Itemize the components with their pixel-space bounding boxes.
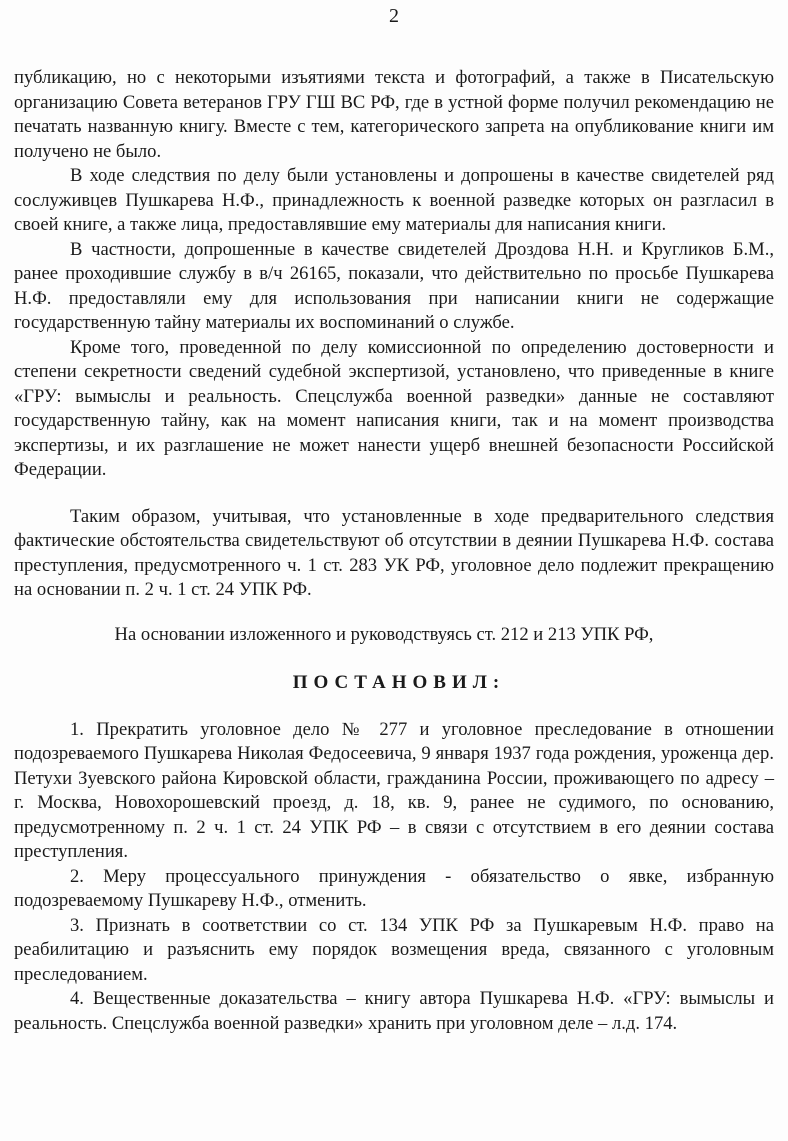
page-number: 2: [389, 5, 399, 27]
decree-item-rehabilitation: 3. Признать в соответствии со ст. 134 УПК РФ за Пушкаревым Н.Ф. право на реабилитацию и разъяснить ему порядок возмещения вреда, связанного с уголовным преследованием.: [14, 914, 774, 985]
decree-item-terminate-case: 1. Прекратить уголовное дело № 277 и уголовное преследование в отношении подозреваемого Пушкарева Николая Федосеевича, 9 января 1937 года рождения, уроженца дер. Петухи Зуевского района Кировской области, гражданина России, проживающего по адресу – г. Москва, Новохорошевский проезд, д. 18, кв. 9, ранее не судимого, по основанию, предусмотренному п. 2 ч. 1 ст. 24 УПК РФ – в связи с отсутствием в его деянии состава преступления.: [14, 718, 774, 862]
paragraph-conclusion: Таким образом, учитывая, что установленные в ходе предварительного следствия фактические обстоятельства свидетельствуют об отсутствии в деянии Пушкарева Н.Ф. состава преступления, предусмотренного ч. 1 ст. 283 УК РФ, уголовное дело подлежит прекращению на основании п. 2 ч. 1 ст. 24 УПК РФ.: [14, 505, 774, 600]
basis-line: На основании изложенного и руководствуясь ст. 212 и 213 УПК РФ,: [114, 623, 654, 645]
decree-heading: ПОСТАНОВИЛ:: [292, 672, 506, 693]
paragraph-continuation: публикацию, но с некоторыми изъятиями текста и фотографий, а также в Писательскую организацию Совета ветеранов ГРУ ГШ ВС РФ, где в устной форме получил рекомендацию не печатать названную книгу. Вместе с тем, категорического запрета на опубликование книги им получено не было.: [14, 67, 774, 162]
document-body: [14, 66, 774, 1036]
decree-items: [14, 718, 774, 1037]
decree-item-evidence: 4. Вещественные доказательства – книгу автора Пушкарева Н.Ф. «ГРУ: вымыслы и реальность. Спецслужба военной разведки» хранить при уголовном деле – л.д. 174.: [14, 988, 774, 1034]
decree-item-cancel-measure: 2. Меру процессуального принуждения - обязательство о явке, избранную подозреваемому Пушкареву Н.Ф., отменить.: [14, 865, 774, 911]
paragraph-expertise: Кроме того, проведенной по делу комиссионной по определению достоверности и степени секретности сведений судебной экспертизой, установлено, что приведенные в книге «ГРУ: вымыслы и реальность. Спецслужба военной разведки» данные не составляют государственную тайну, как на момент написания книги, так и на момент производства экспертизы, и их разглашение не может нанести ущерб внешней безопасности Российской Федерации.: [14, 336, 774, 480]
paragraph-witnesses: В ходе следствия по делу были установлены и допрошены в качестве свидетелей ряд сослуживцев Пушкарева Н.Ф., принадлежность к военной разведке которых он разгласил в своей книге, а также лица, предоставлявшие ему материалы для написания книги.: [14, 165, 774, 235]
paragraph-testimony: В частности, допрошенные в качестве свидетелей Дроздова Н.Н. и Кругликов Б.М., ранее проходившие службу в в/ч 26165, показали, что действительно по просьбе Пушкарева Н.Ф. предоставляли ему для использования при написании книги не содержащие государственную тайну материалы их воспоминаний о службе.: [14, 238, 774, 333]
